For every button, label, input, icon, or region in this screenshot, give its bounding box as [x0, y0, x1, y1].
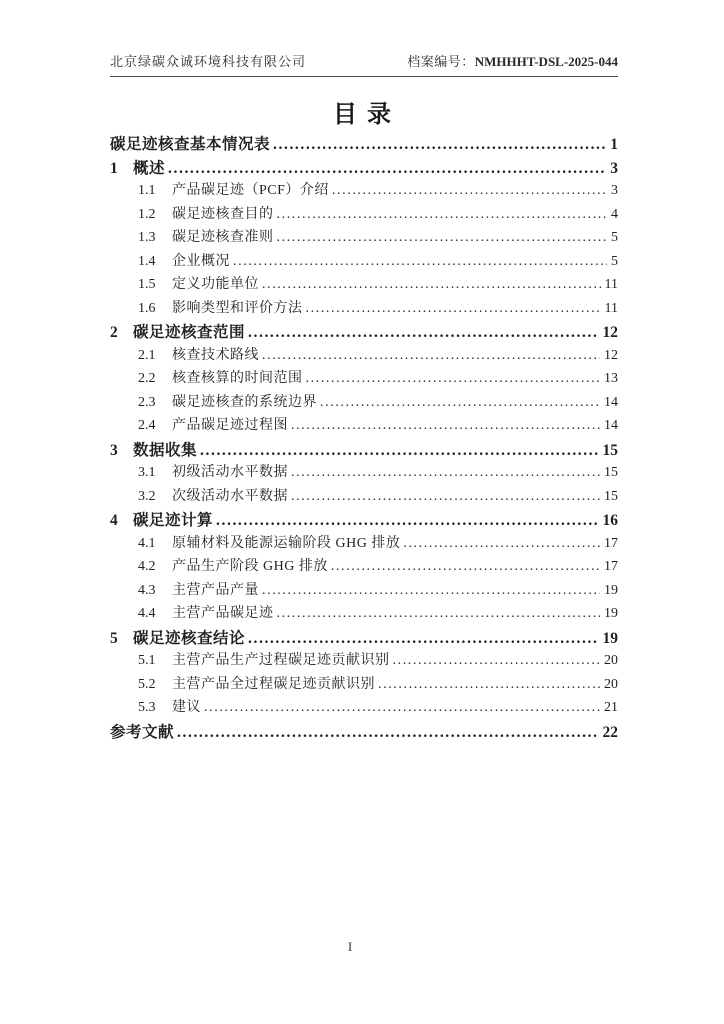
toc-entry[interactable]	[110, 461, 618, 485]
toc-entry-number: 4	[110, 512, 118, 529]
toc-entry[interactable]	[110, 626, 618, 650]
toc-entry-label: 碳足迹核查目的	[172, 206, 274, 222]
toc-dot-leader	[332, 183, 607, 199]
toc-list	[110, 132, 618, 743]
toc-entry-number: 1.1	[138, 183, 156, 198]
toc-entry[interactable]	[110, 132, 618, 156]
toc-entry-page: 20	[604, 676, 618, 692]
toc-entry-label: 主营产品碳足迹	[172, 606, 274, 621]
toc-entry-label: 核查核算的时间范围	[172, 371, 303, 386]
toc-entry-number: 1.2	[138, 206, 156, 222]
toc-entry-number: 1.4	[138, 253, 156, 269]
toc-entry-number: 2.3	[138, 394, 156, 410]
toc-entry-page: 11	[604, 277, 618, 292]
toc-entry-page: 19	[602, 629, 618, 647]
toc-entry-number: 4.1	[138, 535, 156, 551]
toc-entry-number: 1	[110, 159, 118, 177]
toc-entry-label: 碳足迹核查结论	[133, 629, 246, 647]
toc-dot-leader	[273, 136, 606, 154]
toc-entry-page: 1	[610, 136, 618, 153]
toc-dot-leader	[277, 207, 608, 223]
toc-entry-number: 1.3	[138, 230, 156, 245]
toc-entry-page: 17	[604, 535, 618, 551]
toc-dot-leader	[291, 489, 600, 505]
toc-entry-page: 14	[604, 394, 618, 410]
toc-entry-page: 14	[604, 418, 618, 433]
toc-dot-leader	[393, 653, 601, 669]
toc-dot-leader	[320, 395, 600, 411]
toc-entry[interactable]	[110, 555, 618, 579]
toc-entry-label: 初级活动水平数据	[172, 465, 288, 480]
toc-entry-label: 定义功能单位	[172, 277, 259, 292]
toc-entry[interactable]	[110, 485, 618, 509]
toc-dot-leader	[204, 700, 600, 716]
toc-entry-number: 3	[110, 441, 118, 459]
toc-entry-number: 4.4	[138, 606, 156, 621]
toc-entry-number: 1.5	[138, 277, 156, 292]
toc-entry-page: 19	[604, 582, 618, 598]
toc-entry-page: 15	[602, 441, 618, 459]
toc-dot-leader	[291, 418, 600, 434]
archive-number-group	[407, 51, 618, 70]
toc-entry-label: 碳足迹核查的系统边界	[172, 394, 317, 410]
toc-entry-label: 数据收集	[133, 441, 198, 459]
toc-dot-leader	[331, 559, 600, 575]
toc-entry-number: 2.4	[138, 418, 156, 433]
toc-dot-leader	[306, 301, 601, 317]
toc-dot-leader	[248, 324, 598, 342]
toc-entry-number: 5	[110, 629, 118, 647]
toc-entry-label: 产品碳足迹过程图	[172, 418, 288, 433]
toc-dot-leader	[262, 277, 601, 293]
toc-dot-leader	[168, 160, 606, 178]
toc-entry[interactable]	[110, 273, 618, 297]
toc-entry[interactable]	[110, 673, 618, 697]
toc-entry[interactable]	[110, 320, 618, 344]
toc-entry[interactable]	[110, 156, 618, 180]
toc-entry-label: 原辅材料及能源运输阶段 GHG 排放	[172, 535, 401, 551]
toc-dot-leader	[262, 348, 600, 364]
toc-dot-leader	[306, 371, 601, 387]
toc-entry-number: 2.1	[138, 347, 156, 363]
toc-entry[interactable]	[110, 391, 618, 415]
toc-entry-page: 17	[604, 559, 618, 574]
page-title: 目录	[333, 102, 401, 128]
toc-entry-label: 主营产品生产过程碳足迹贡献识别	[172, 653, 390, 668]
archive-number: NMHHHT-DSL-2025-044	[474, 54, 618, 69]
toc-entry[interactable]	[110, 344, 618, 368]
toc-dot-leader	[291, 465, 600, 481]
toc-entry-label: 主营产品全过程碳足迹贡献识别	[172, 676, 375, 692]
toc-dot-leader	[277, 606, 601, 622]
toc-entry[interactable]	[110, 203, 618, 227]
toc-entry[interactable]	[110, 226, 618, 250]
toc-entry-label: 企业概况	[172, 253, 230, 269]
toc-entry-page: 21	[604, 700, 618, 715]
toc-dot-leader	[378, 677, 600, 693]
toc-entry-page: 11	[604, 300, 618, 316]
toc-entry[interactable]	[110, 438, 618, 462]
toc-entry-label: 次级活动水平数据	[172, 488, 288, 504]
toc-entry-page: 15	[604, 465, 618, 480]
toc-entry-number: 5.3	[138, 700, 156, 715]
toc-entry-number: 2.2	[138, 371, 156, 386]
toc-entry[interactable]	[110, 649, 618, 673]
toc-entry[interactable]	[110, 579, 618, 603]
page-header	[110, 51, 618, 77]
toc-entry-label: 产品碳足迹（PCF）介绍	[172, 183, 329, 198]
toc-entry-label: 概述	[133, 159, 166, 177]
toc-entry-page: 19	[604, 606, 618, 621]
toc-entry-page: 5	[611, 230, 618, 245]
toc-entry-page: 13	[604, 371, 618, 386]
toc-entry-label: 碳足迹计算	[133, 512, 214, 529]
toc-entry-page: 12	[602, 324, 618, 341]
toc-entry-page: 16	[602, 512, 618, 529]
toc-dot-leader	[233, 254, 607, 270]
toc-entry-label: 建议	[172, 700, 201, 715]
toc-entry-number: 1.6	[138, 300, 156, 316]
toc-entry-label: 主营产品产量	[172, 582, 259, 598]
toc-entry[interactable]	[110, 532, 618, 556]
toc-entry[interactable]	[110, 414, 618, 438]
toc-entry[interactable]	[110, 696, 618, 720]
toc-dot-leader	[277, 230, 608, 246]
toc-entry[interactable]	[110, 250, 618, 274]
toc-entry-number: 5.2	[138, 676, 156, 692]
toc-entry[interactable]	[110, 720, 618, 744]
toc-dot-leader	[200, 442, 598, 460]
toc-dot-leader	[177, 724, 598, 742]
toc-entry-label: 影响类型和评价方法	[172, 300, 303, 316]
toc-entry[interactable]	[110, 508, 618, 532]
toc-entry-label: 碳足迹核查基本情况表	[110, 136, 271, 153]
toc-entry[interactable]	[110, 179, 618, 203]
toc-entry-number: 3.2	[138, 488, 156, 504]
toc-entry-page: 3	[611, 183, 618, 198]
toc-dot-leader	[248, 630, 598, 648]
toc-entry-page: 12	[604, 347, 618, 363]
toc-entry-page: 3	[610, 159, 618, 177]
toc-entry-page: 5	[611, 253, 618, 269]
toc-entry[interactable]	[110, 367, 618, 391]
toc-entry-page: 15	[604, 488, 618, 504]
toc-dot-leader	[403, 536, 600, 552]
toc-entry[interactable]	[110, 297, 618, 321]
toc-entry-number: 3.1	[138, 465, 156, 480]
toc-entry-label: 碳足迹核查范围	[133, 324, 246, 341]
toc-entry-number: 2	[110, 324, 118, 341]
archive-number-label: 档案编号：	[407, 54, 475, 69]
toc-entry-page: 20	[604, 653, 618, 668]
company-name: 北京绿碳众诚环境科技有限公司	[110, 54, 307, 69]
toc-entry-label: 碳足迹核查准则	[172, 230, 274, 245]
toc-entry-label: 核查技术路线	[172, 347, 259, 363]
toc-dot-leader	[216, 512, 598, 530]
toc-entry-number: 4.2	[138, 559, 156, 574]
toc-entry-number: 4.3	[138, 582, 156, 598]
toc-entry-page: 4	[611, 206, 618, 222]
toc-entry-label: 产品生产阶段 GHG 排放	[172, 559, 328, 574]
toc-entry[interactable]	[110, 602, 618, 626]
toc-entry-label: 参考文献	[110, 723, 175, 741]
page-number-footer: I	[347, 939, 353, 954]
toc-entry-page: 22	[602, 723, 618, 741]
toc-entry-number: 5.1	[138, 653, 156, 668]
toc-dot-leader	[262, 583, 600, 599]
